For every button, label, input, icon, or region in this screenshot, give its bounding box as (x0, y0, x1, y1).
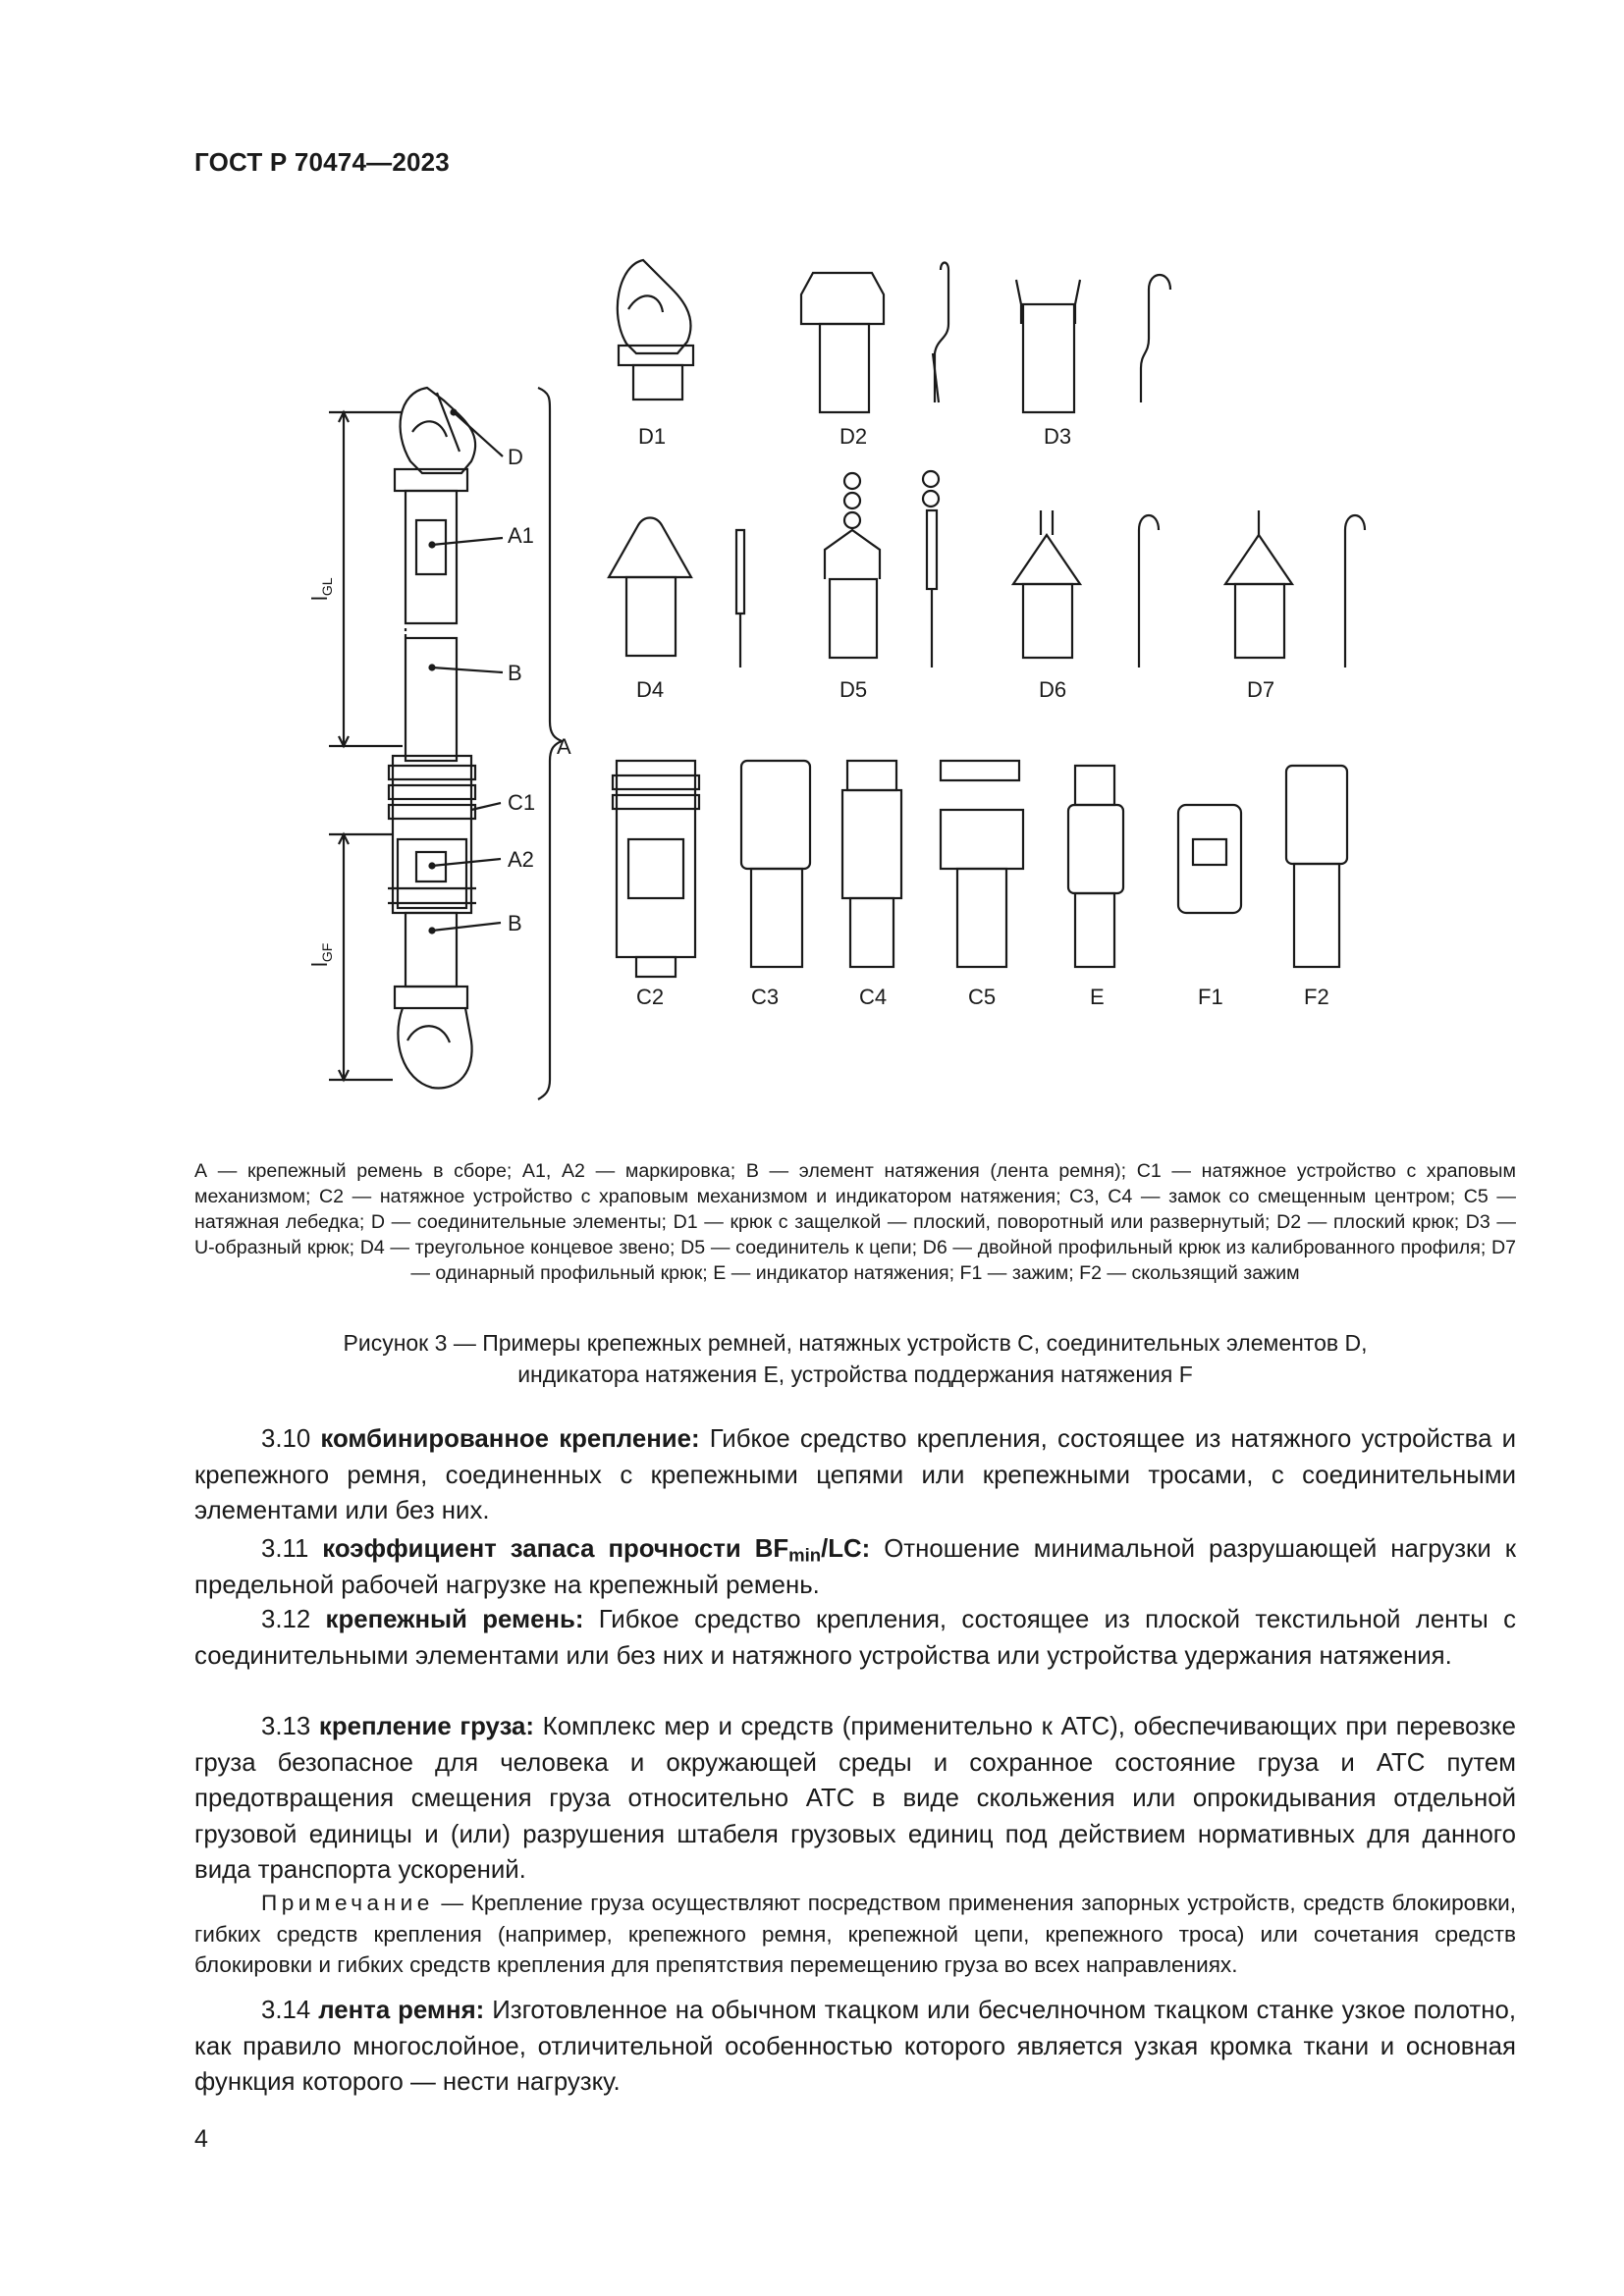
section-number: 3.12 (261, 1606, 311, 1633)
label-b-top: B (508, 661, 522, 685)
label-f2: F2 (1304, 985, 1329, 1009)
note (194, 1888, 1516, 1981)
label-d5: D5 (839, 677, 868, 702)
label-a1: A1 (508, 523, 534, 548)
term: коэффициент запаса прочности $BF_{min}/LC$: (322, 1535, 871, 1566)
section-number: 3.14 (261, 1997, 311, 2024)
note-text: — Крепление груза осуществляют посредством применения запорных устройств, средств блокировки, гибких средств крепления (например, крепежного ремня, крепежной цепи, крепежного троса) или сочетания средств блокировки и гибких средств крепления для препятствия перемещению груза во всех направлениях. (194, 1891, 1516, 1977)
label-d2: D2 (839, 424, 868, 449)
label-c2: C2 (636, 985, 665, 1009)
label-d3: D3 (1044, 424, 1072, 449)
figure-legend: А — крепежный ремень в сборе; А1, А2 — маркировка; В — элемент натяжения (лента ремня); С1 — натяжное устройство с храповым механизмом; С2 — натяжное устройство с храповым механизмом и индикатором натяжения; С3, С4 — замок со смещенным центром; С5 — натяжная лебедка; D — соединительные элементы; D1 — крюк с защелкой — плоский, поворотный или развернутый; D2 — плоский крюк; D3 — U-образный крюк; D4 — треугольное концевое звено; D5 — соединитель к цепи; D6 — двойной профильный крюк из калиброванного профиля; D7 — одинарный профильный крюк; Е — индикатор натяжения; F1 — зажим; F2 — скользящий зажим (194, 1160, 1516, 1284)
label-d6: D6 (1039, 677, 1067, 702)
strap-assembly-drawing (329, 388, 562, 1099)
label-d1: D1 (638, 424, 667, 449)
label-c1: C1 (508, 790, 536, 815)
label-c4: C4 (859, 985, 888, 1009)
row1-drawings (618, 260, 1170, 412)
row2-drawings (609, 471, 1365, 667)
definition: Гибкое средство крепления, состоящее из натяжного устройства и крепежного ремня, соединенных с крепежными цепями или крепежными тросами, с соединительными элементами или без них. (194, 1425, 1517, 1524)
definition: Изготовленное на обычном ткацком или бесчелночном ткацком станке узкое полотно, как правило многослойное, отличительной особенностью которого является узкая кромка ткани и основная функция которого — нести нагрузку. (194, 1997, 1516, 2096)
label-c3: C3 (751, 985, 780, 1009)
document-header: ГОСТ Р 70474—2023 (194, 147, 450, 177)
label-a: A (557, 734, 571, 759)
section-number: 3.11 (261, 1535, 309, 1563)
section-3-11 (194, 1531, 1516, 1603)
row3-drawings (613, 761, 1347, 977)
section-3-10 (194, 1421, 1516, 1529)
section-3-12 (194, 1602, 1516, 1674)
caption-line-1: Рисунок 3 — Примеры крепежных ремней, натяжных устройств С, соединительных элементов D, (343, 1330, 1368, 1356)
label-l-gl: $l_{GL}$ (307, 577, 335, 601)
term: крепление груза: (318, 1713, 534, 1740)
page-number: 4 (194, 2125, 208, 2153)
section-number: 3.13 (261, 1713, 311, 1740)
label-c5: C5 (968, 985, 997, 1009)
label-f1: F1 (1198, 985, 1223, 1009)
note-label: Примечание (261, 1891, 434, 1915)
definition: Комплекс мер и средств (применительно к АТС), обеспечивающих при перевозке груза безопасное для человека и окружающей среды и сохранное состояние груза и АТС путем предотвращения смещения груза относительно АТС в виде скольжения или опрокидывания отдельной грузовой единицы и (или) разрушения штабеля грузовых единиц под действием нормативных для данного вида транспорта ускорений. (194, 1713, 1516, 1884)
term: крепежный ремень: (325, 1606, 584, 1633)
section-3-13 (194, 1709, 1516, 1889)
term: комбинированное крепление: (320, 1425, 700, 1453)
term: лента ремня: (318, 1997, 485, 2024)
caption-line-2: индикатора натяжения Е, устройства поддержания натяжения F (517, 1362, 1193, 1387)
section-3-14 (194, 1993, 1516, 2101)
label-d7: D7 (1247, 677, 1275, 702)
label-d4: D4 (636, 677, 665, 702)
label-l-gf: $l_{GF}$ (307, 942, 335, 967)
definition: Гибкое средство крепления, состоящее из плоской текстильной ленты с соединительными элементами или без них и натяжного устройства или устройства удержания натяжения. (194, 1606, 1516, 1670)
label-a2: A2 (508, 847, 534, 872)
label-b-bottom: B (508, 911, 522, 935)
definition: Отношение минимальной разрушающей нагрузки к предельной рабочей нагрузке на крепежный ремень. (194, 1535, 1516, 1599)
label-d: D (508, 445, 523, 469)
figure-caption (194, 1327, 1516, 1390)
section-number: 3.10 (261, 1425, 311, 1453)
label-e: E (1090, 985, 1105, 1009)
